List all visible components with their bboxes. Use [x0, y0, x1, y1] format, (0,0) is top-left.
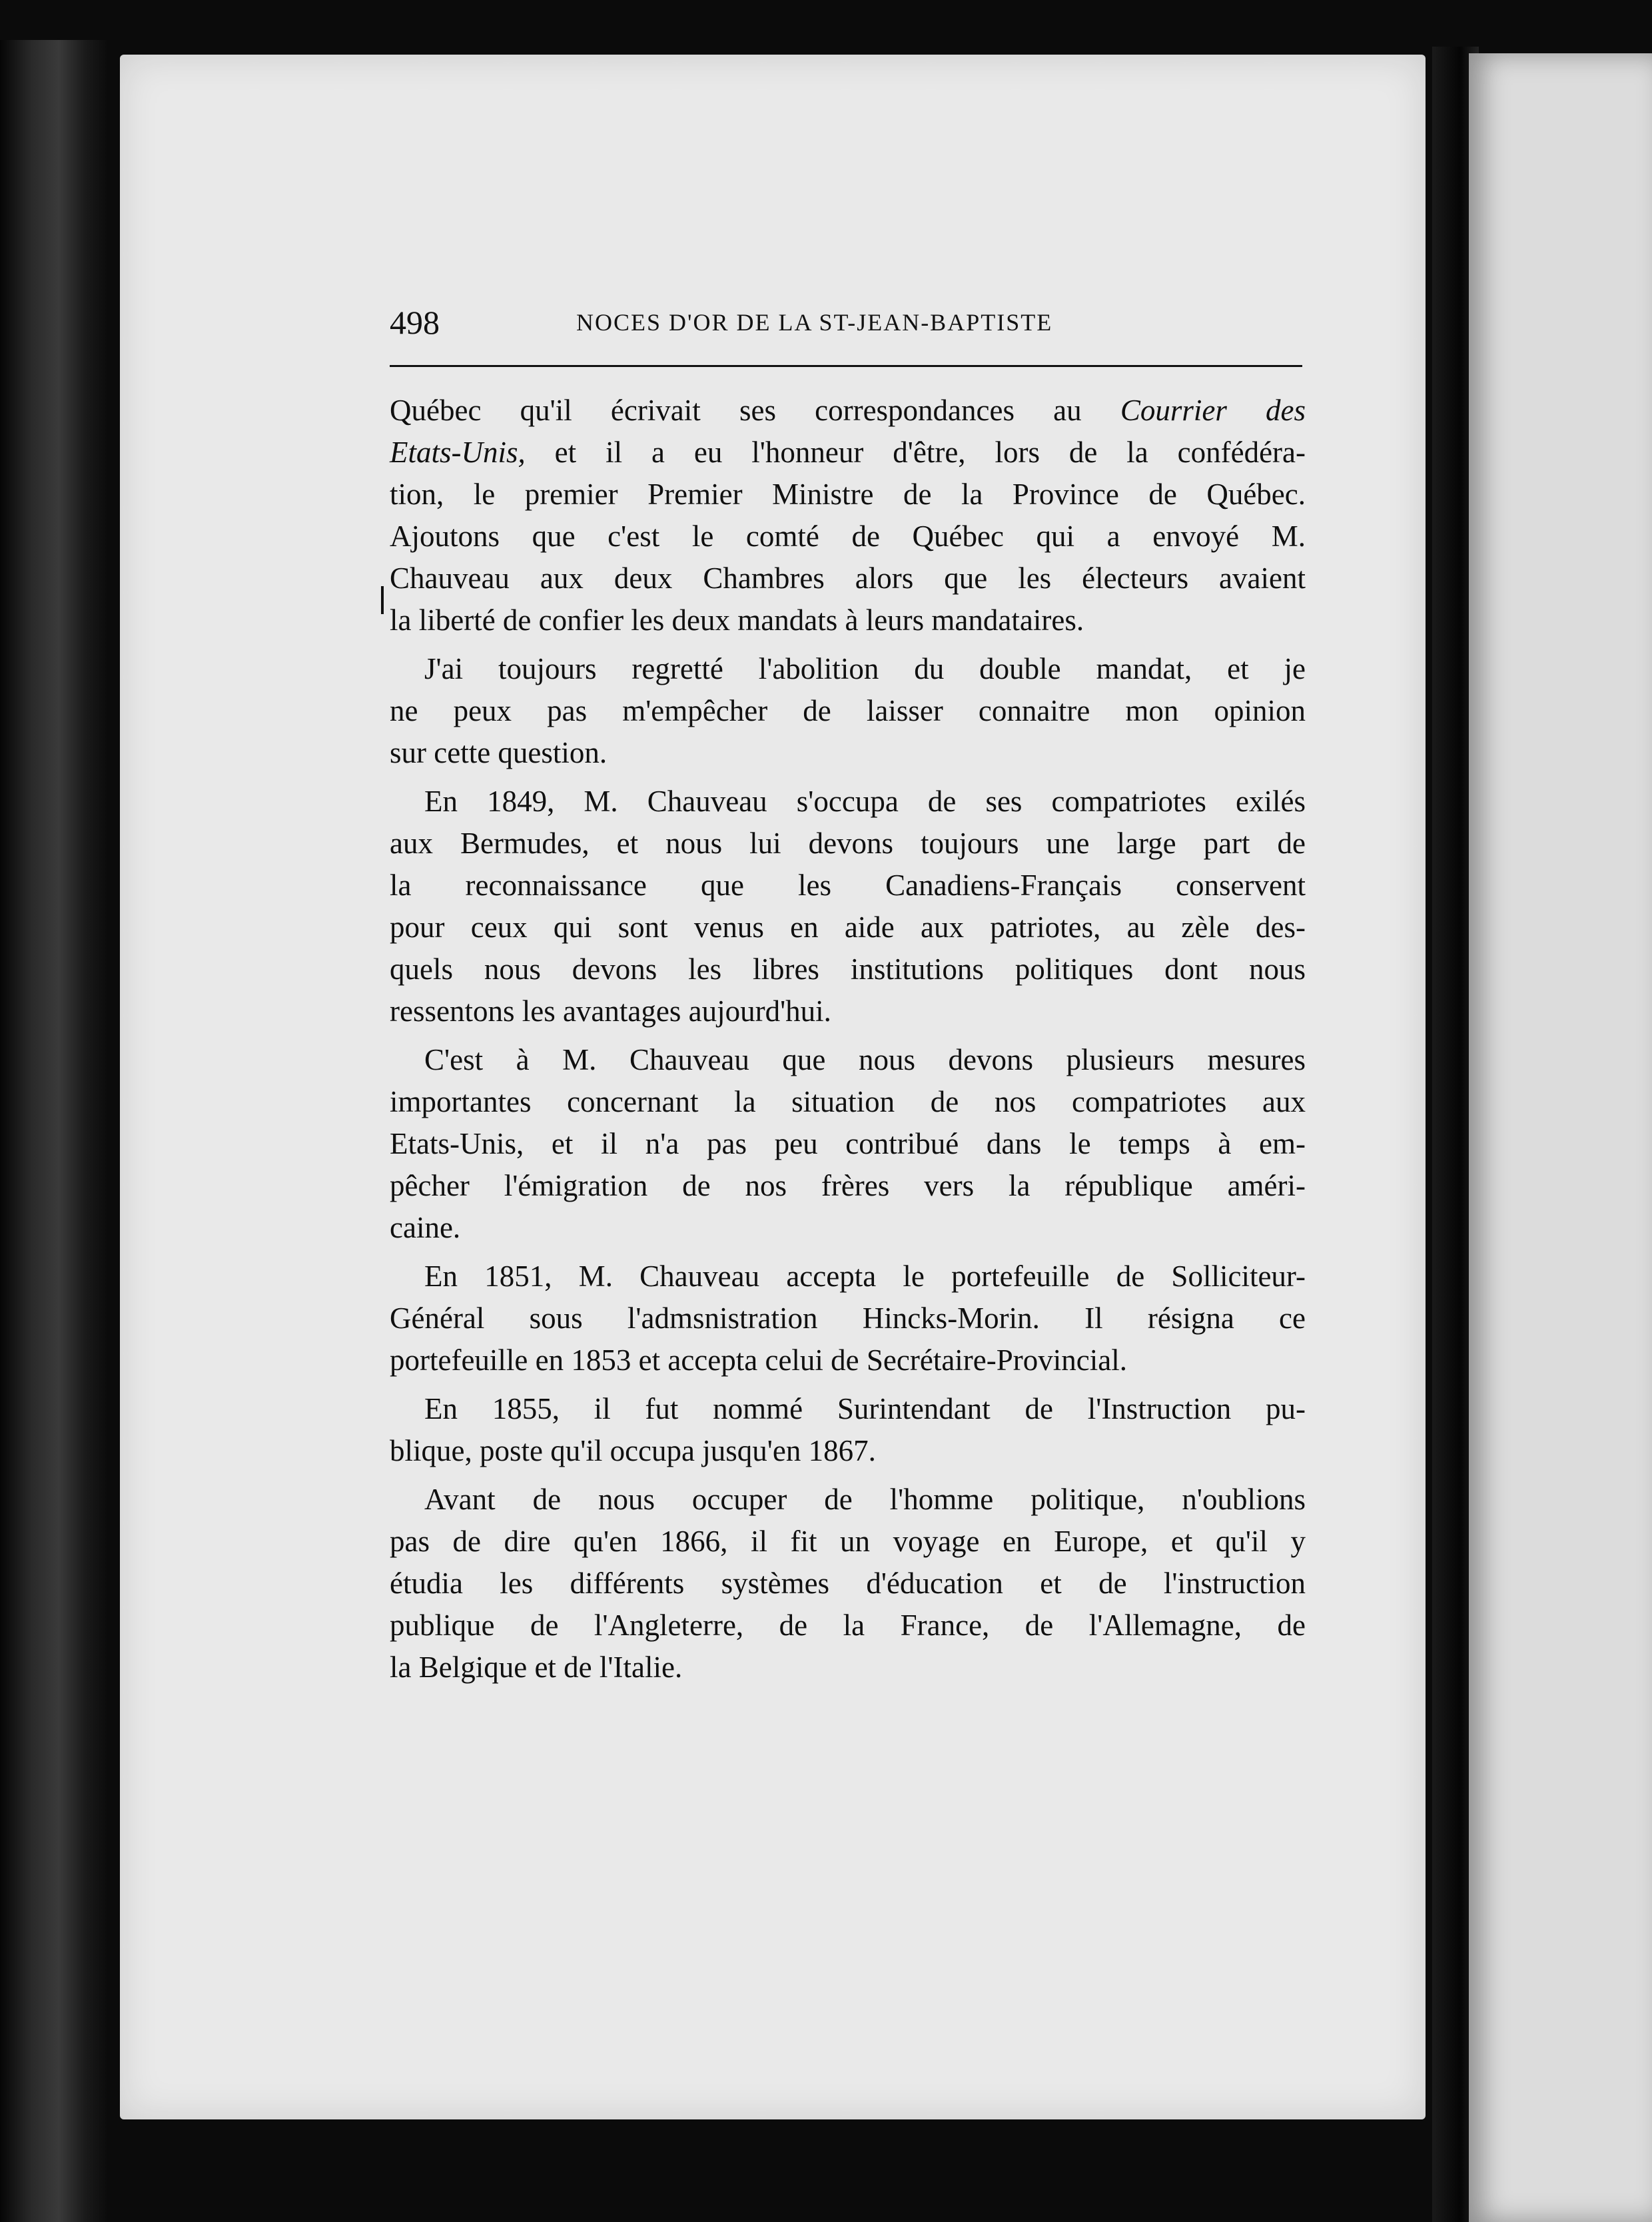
text-line	[390, 557, 1306, 599]
text-line: la Belgique et de l'Italie.	[390, 1651, 683, 1684]
text-run: Chauveau aux deux Chambres alors que les électeurs avaient	[390, 561, 1306, 595]
text-line: En 1855, il fut nommé Surintendant de l'Instruction pu-	[424, 1392, 1306, 1425]
running-title: NOCES D'OR DE LA ST-JEAN-BAPTISTE	[576, 309, 1053, 336]
text-line: Etats-Unis, et il n'a pas peu contribué dans le temps à em-	[390, 1127, 1306, 1160]
text-line: étudia les différents systèmes d'éducation et de l'instruction	[390, 1567, 1306, 1600]
text-run: et il a eu l'honneur d'être, lors de la confédéra-	[525, 436, 1306, 469]
text-line: pêcher l'émigration de nos frères vers la république améri-	[390, 1169, 1306, 1202]
text-line: publique de l'Angleterre, de la France, de l'Allemagne, de	[390, 1609, 1306, 1642]
facing-page-edge	[1469, 53, 1652, 2222]
italic-title: Courrier des	[1120, 394, 1306, 427]
paragraph	[390, 648, 1306, 774]
text-line: la reconnaissance que les Canadiens-Français conservent	[390, 869, 1306, 902]
body-text	[390, 390, 1306, 1695]
page-header	[390, 303, 1302, 343]
text-line: caine.	[390, 1211, 461, 1244]
paragraph	[390, 1256, 1306, 1381]
text-line: En 1849, M. Chauveau s'occupa de ses compatriotes exilés	[424, 785, 1306, 818]
paragraph	[390, 1479, 1306, 1688]
italic-title: Etats-Unis,	[390, 436, 526, 469]
text-line: sur cette question.	[390, 736, 608, 769]
paragraph	[390, 781, 1306, 1032]
paragraph	[390, 1388, 1306, 1472]
text-line: pour ceux qui sont venus en aide aux patriotes, au zèle des-	[390, 911, 1306, 944]
text-line: blique, poste qu'il occupa jusqu'en 1867.	[390, 1434, 876, 1467]
text-line: Avant de nous occuper de l'homme politique, n'oublions	[424, 1483, 1306, 1516]
text-line: ressentons les avantages aujourd'hui.	[390, 994, 831, 1028]
text-line: importantes concernant la situation de nos compatriotes aux	[390, 1085, 1306, 1118]
text-line: En 1851, M. Chauveau accepta le portefeuille de Solliciteur-	[424, 1260, 1306, 1293]
text-line	[390, 432, 1306, 474]
text-line: quels nous devons les libres institutions politiques dont nous	[390, 952, 1306, 986]
paragraph	[390, 390, 1306, 641]
text-line: pas de dire qu'en 1866, il fit un voyage en Europe, et qu'il y	[390, 1525, 1306, 1558]
text-line: J'ai toujours regretté l'abolition du double mandat, et je	[424, 652, 1306, 685]
text-run: la liberté de confier les deux mandats à leurs mandataires.	[390, 603, 1084, 637]
text-line: Général sous l'admsnistration Hincks-Morin. Il résigna ce	[390, 1301, 1306, 1335]
header-rule	[390, 365, 1302, 367]
margin-mark	[381, 586, 384, 614]
page-number: 498	[390, 304, 440, 341]
text-run: tion, le premier Premier Ministre de la Province de Québec.	[390, 478, 1306, 511]
paragraph	[390, 1039, 1306, 1249]
text-line: aux Bermudes, et nous lui devons toujours une large part de	[390, 827, 1306, 860]
text-line	[390, 599, 1306, 641]
text-line	[390, 516, 1306, 557]
text-line	[390, 474, 1306, 516]
text-line: C'est à M. Chauveau que nous devons plusieurs mesures	[424, 1043, 1306, 1076]
text-line: ne peux pas m'empêcher de laisser connaitre mon opinion	[390, 694, 1306, 727]
text-line	[390, 390, 1306, 432]
text-run: Québec qu'il écrivait ses correspondances au	[390, 394, 1120, 427]
book-binding-left	[0, 40, 107, 2222]
text-line: portefeuille en 1853 et accepta celui de Secrétaire-Provincial.	[390, 1343, 1127, 1377]
text-run: Ajoutons que c'est le comté de Québec qui a envoyé M.	[390, 520, 1306, 553]
